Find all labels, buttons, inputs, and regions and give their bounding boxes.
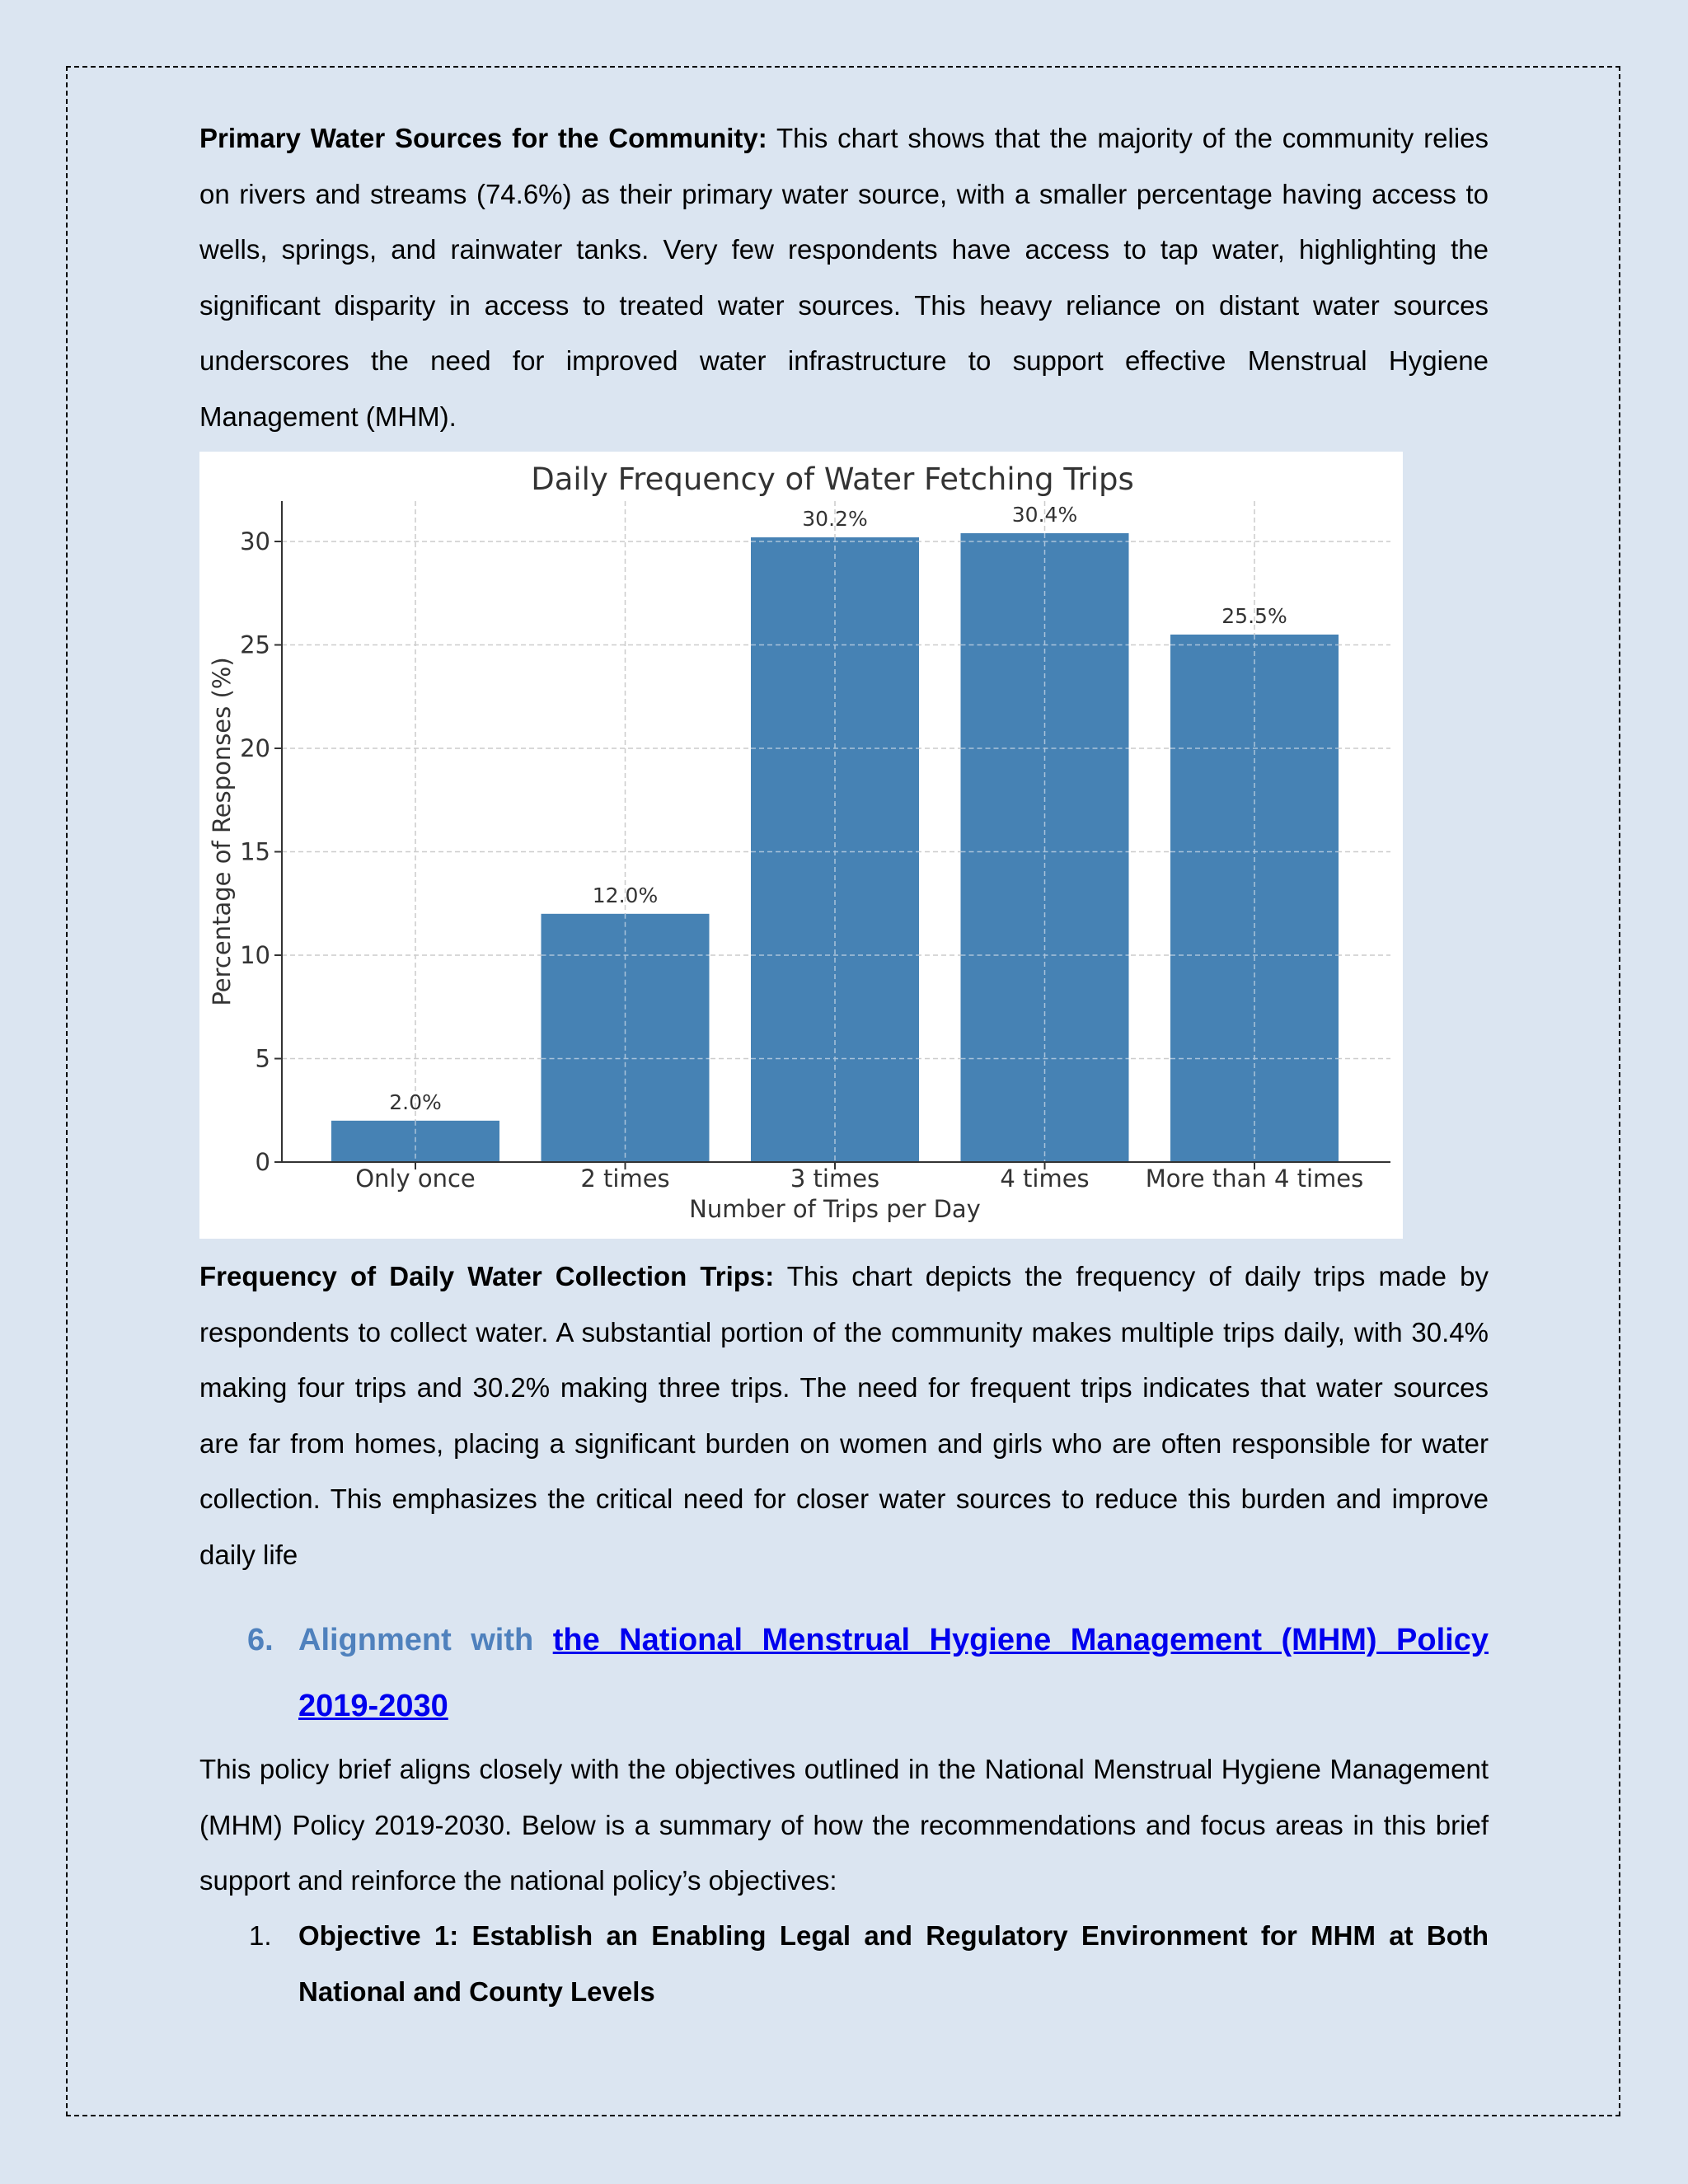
paragraph-title: Frequency of Daily Water Collection Trips: xyxy=(199,1261,775,1291)
objective-text: Objective 1: Establish an Enabling Legal and Regulatory Environment for MHM at Both National and County Levels xyxy=(298,1920,1489,2007)
y-tick-label: 20 xyxy=(240,734,270,762)
section-heading-text xyxy=(298,1607,1489,1739)
objective-list-item xyxy=(199,1908,1489,2019)
section-heading xyxy=(199,1607,1489,1739)
data-label: 30.2% xyxy=(802,506,868,531)
policy-link[interactable]: the National Menstrual Hygiene Management (MHM) Policy 2019-2030 xyxy=(298,1623,1489,1723)
section-number: 6. xyxy=(247,1623,274,1657)
y-tick-label: 10 xyxy=(240,941,270,969)
data-label: 2.0% xyxy=(389,1090,442,1114)
chart-title: Daily Frequency of Water Fetching Trips xyxy=(531,462,1134,497)
y-tick-label: 15 xyxy=(240,837,270,866)
y-tick-label: 0 xyxy=(255,1148,270,1176)
paragraph-title: Primary Water Sources for the Community: xyxy=(199,123,767,153)
chart-svg xyxy=(199,452,1403,1239)
data-label: 25.5% xyxy=(1221,603,1287,628)
paragraph-policy-alignment xyxy=(199,1741,1489,1909)
paragraph-water-sources xyxy=(199,110,1489,444)
x-tick-label: Only once xyxy=(355,1165,476,1193)
objective-number: 1. xyxy=(249,1920,272,1951)
bar-chart xyxy=(199,452,1403,1239)
x-tick-label: 2 times xyxy=(580,1165,670,1193)
paragraph-body: This chart depicts the frequency of daily trips made by respondents to collect water. A substantial portion of the community makes multiple trips daily, with 30.4% making four trips and 30.2% making three trips. The need for frequent trips indicates that water sources are far from homes, placing a significant burden on women and girls who are often responsible for water collection. This emphasizes the critical need for closer water sources to reduce this burden and improve daily life xyxy=(199,1261,1489,1570)
y-tick-label: 5 xyxy=(255,1044,270,1073)
data-label: 30.4% xyxy=(1011,502,1078,527)
y-axis-label: Percentage of Responses (%) xyxy=(208,657,236,1006)
y-tick-label: 30 xyxy=(240,527,270,555)
x-tick-label: 3 times xyxy=(790,1165,880,1193)
y-tick-label: 25 xyxy=(240,630,270,659)
section-heading-prefix: Alignment with xyxy=(298,1623,553,1657)
x-tick-label: More than 4 times xyxy=(1145,1165,1364,1193)
data-label: 12.0% xyxy=(592,883,659,907)
paragraph-body: This policy brief aligns closely with the objectives outlined in the National Menstrual Hygiene Management (MHM) Policy 2019-2030. Below is a summary of how the recommendations and focus areas in this brief support and reinforce the national policy’s objectives: xyxy=(199,1754,1489,1896)
bar-layer xyxy=(331,503,1339,1162)
x-tick-label: 4 times xyxy=(1000,1165,1090,1193)
x-axis-label: Number of Trips per Day xyxy=(689,1195,981,1223)
paragraph-trip-frequency xyxy=(199,1249,1489,1582)
paragraph-body: This chart shows that the majority of the community relies on rivers and streams (74.6%) as their primary water source, with a smaller percentage having access to wells, springs, and rainwater tanks. Very few respondents have access to tap water, highlighting the significant disparity in access to treated water sources. This heavy reliance on distant water sources underscores the need for improved water infrastructure to support effective Menstrual Hygiene Management (MHM). xyxy=(199,123,1489,432)
